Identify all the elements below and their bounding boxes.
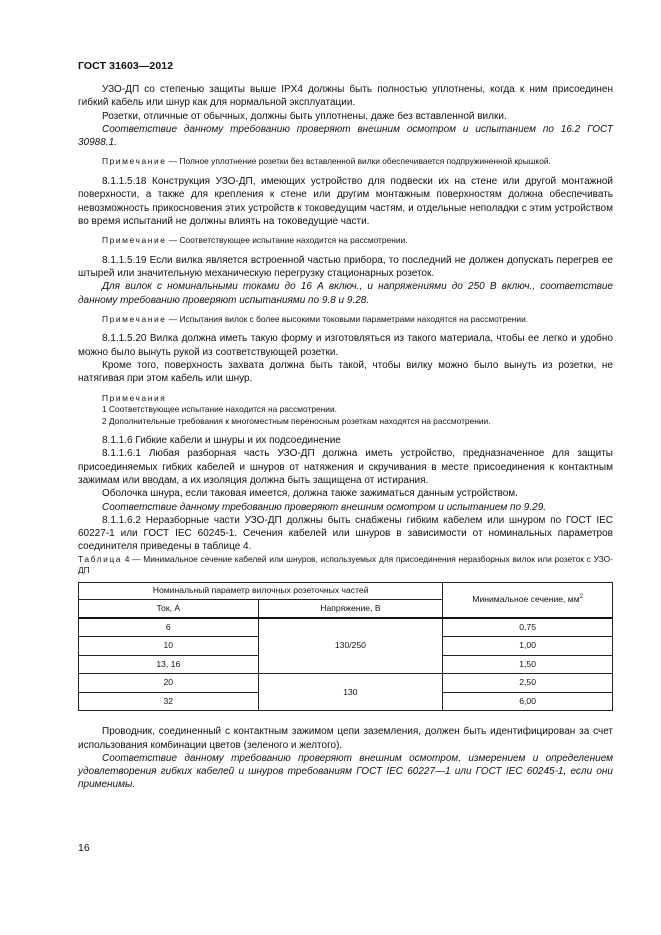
table-cell-current: 6 — [79, 618, 259, 637]
paragraph: УЗО-ДП со степенью защиты выше IPX4 должны быть полностью уплотнены, когда к ним присоединен гибкий кабель или шнур как для нормальной эксплуатации. — [78, 84, 613, 109]
paragraph: 8.1.1.5.20 Вилка должна иметь такую форму и изготовляться из такого материала, чтобы ее легко и удобно можно было вынуть рукой из соответствующей розетки. — [78, 333, 613, 358]
table-cell-section: 2,50 — [443, 674, 613, 693]
note-text: — Соответствующее испытание находится на рассмотрении. — [166, 235, 408, 246]
note-label: Примечание — [102, 313, 167, 324]
table-label: Таблица — [78, 553, 123, 564]
table-group-header: Номинальный параметр вилочных розеточных частей — [79, 582, 443, 599]
paragraph: 8.1.1.5.19 Если вилка является встроенной частью прибора, то последний не должен допускать перегрев ее штырей или значительную механическую перегрузку стационарных розеток. — [78, 254, 613, 279]
table-caption — [78, 554, 613, 576]
paragraph: Оболочка шнура, если таковая имеется, должна также зажиматься данным устройством. — [102, 488, 518, 500]
table-caption-text: 4 — Минимальное сечение кабелей или шнуров, используемых для присоединения неразборных вилок или розеток с УЗО-ДП — [78, 553, 613, 575]
compliance-paragraph: Соответствие данному требованию проверяют внешним осмотром и испытанием по 16.2 ГОСТ 30988.1. — [78, 123, 613, 149]
cable-section-table — [78, 582, 613, 712]
notes-label: Примечания — [102, 392, 167, 403]
unit-superscript: 2 — [579, 594, 583, 601]
page-number: 16 — [78, 842, 90, 854]
compliance-paragraph: Для вилок с номинальными токами до 16 А включ., и напряжениями до 250 В включ., соответствие данному требованию проверяют испытаниями по 9.8 и 9.28. — [78, 281, 613, 306]
table-cell-voltage: 130 — [258, 674, 443, 711]
note — [78, 156, 613, 168]
note — [78, 235, 613, 247]
paragraph: 8.1.1.5.18 Конструкция УЗО-ДП, имеющих устройство для подвески их на стене или другой монтажной поверхности, а также для крепления к стене или другим монтажным поверхностям должна обеспечивать невозможность прикосновения этих устройств к токоведущим частям, и отдельные неполадки с этим устройством во время испытаний не должны влиять на токоведущие части. — [78, 175, 613, 227]
paragraph: 8.1.1.6.2 Неразборные части УЗО-ДП должны быть снабжены гибким кабелем или шнуром по ГОСТ IEC 60227-1 или ГОСТ IEC 60245-1. Сечения кабелей или шнуров в зависимости от номинальных параметров соединителя приведены в таблице 4. — [78, 514, 613, 553]
table-cell-section: 6,00 — [443, 692, 613, 711]
document-body — [78, 83, 613, 792]
table-cell-section: 0,75 — [443, 618, 613, 637]
table-header-section: Минимальное сечение, $мм^2$ — [443, 582, 613, 618]
note-text: — Полное уплотнение розетки без вставленной вилки обеспечивается подпружиненной крышкой. — [166, 156, 551, 167]
paragraph: Розетки, отличные от обычных, должны быть уплотнены, даже без вставленной вилки. — [102, 110, 507, 122]
section-heading: 8.1.1.6 Гибкие кабели и шнуры и их подсоединение — [102, 435, 341, 447]
compliance-paragraph: Соответствие данному требованию проверяют внешним осмотром и испытанием по 9.29. — [102, 501, 547, 513]
table-cell-current: 20 — [79, 674, 259, 693]
note — [78, 314, 613, 326]
table-row — [79, 618, 613, 637]
table-cell-current: 13, 16 — [79, 655, 259, 674]
paragraph: Проводник, соединенный с контактным зажимом цепи заземления, должен быть идентифицирован за счет использования комбинации цветов (зеленого и желтого). — [78, 726, 613, 751]
table-cell-section: 1,50 — [443, 655, 613, 674]
note: 2 Дополнительные требования к многоместным переносным розеткам находятся на рассмотрении. — [102, 415, 491, 426]
table-cell-current: 32 — [79, 692, 259, 711]
table-cell-section: 1,00 — [443, 637, 613, 656]
note-text: — Испытания вилок с более высокими токовыми параметрами находятся на рассмотрении. — [166, 313, 529, 324]
note-label: Примечание — [102, 235, 167, 246]
table-cell-current: 10 — [79, 637, 259, 656]
table-header-voltage: Напряжение, В — [258, 599, 443, 618]
table-header-current: Ток, А — [79, 599, 259, 618]
document-header: ГОСТ 31603—2012 — [78, 60, 174, 72]
paragraph: Кроме того, поверхность захвата должна быть такой, чтобы вилку можно было вынуть из розетки, не натягивая при этом кабель или шнур. — [78, 359, 613, 385]
table-row — [79, 674, 613, 693]
compliance-paragraph: Соответствие данному требованию проверяют внешним осмотром, измерением и определением удовлетворения гибких кабелей и шнуров требованиям ГОСТ IEC 60227—1 или ГОСТ IEC 60245-1, если они применимы. — [78, 752, 613, 791]
table-cell-voltage: 130/250 — [258, 618, 443, 674]
note-label: Примечание — [102, 156, 167, 167]
paragraph: 8.1.1.6.1 Любая разборная часть УЗО-ДП должна иметь устройство, предназначенное для защиты присоединяемых гибких кабелей и шнуров от натяжения и скручивания в месте присоединения к контактным зажимам или вводам, а их изоляция должна быть защищена от истирания. — [78, 448, 613, 486]
note: 1 Соответствующее испытание находится на рассмотрении. — [102, 404, 337, 415]
